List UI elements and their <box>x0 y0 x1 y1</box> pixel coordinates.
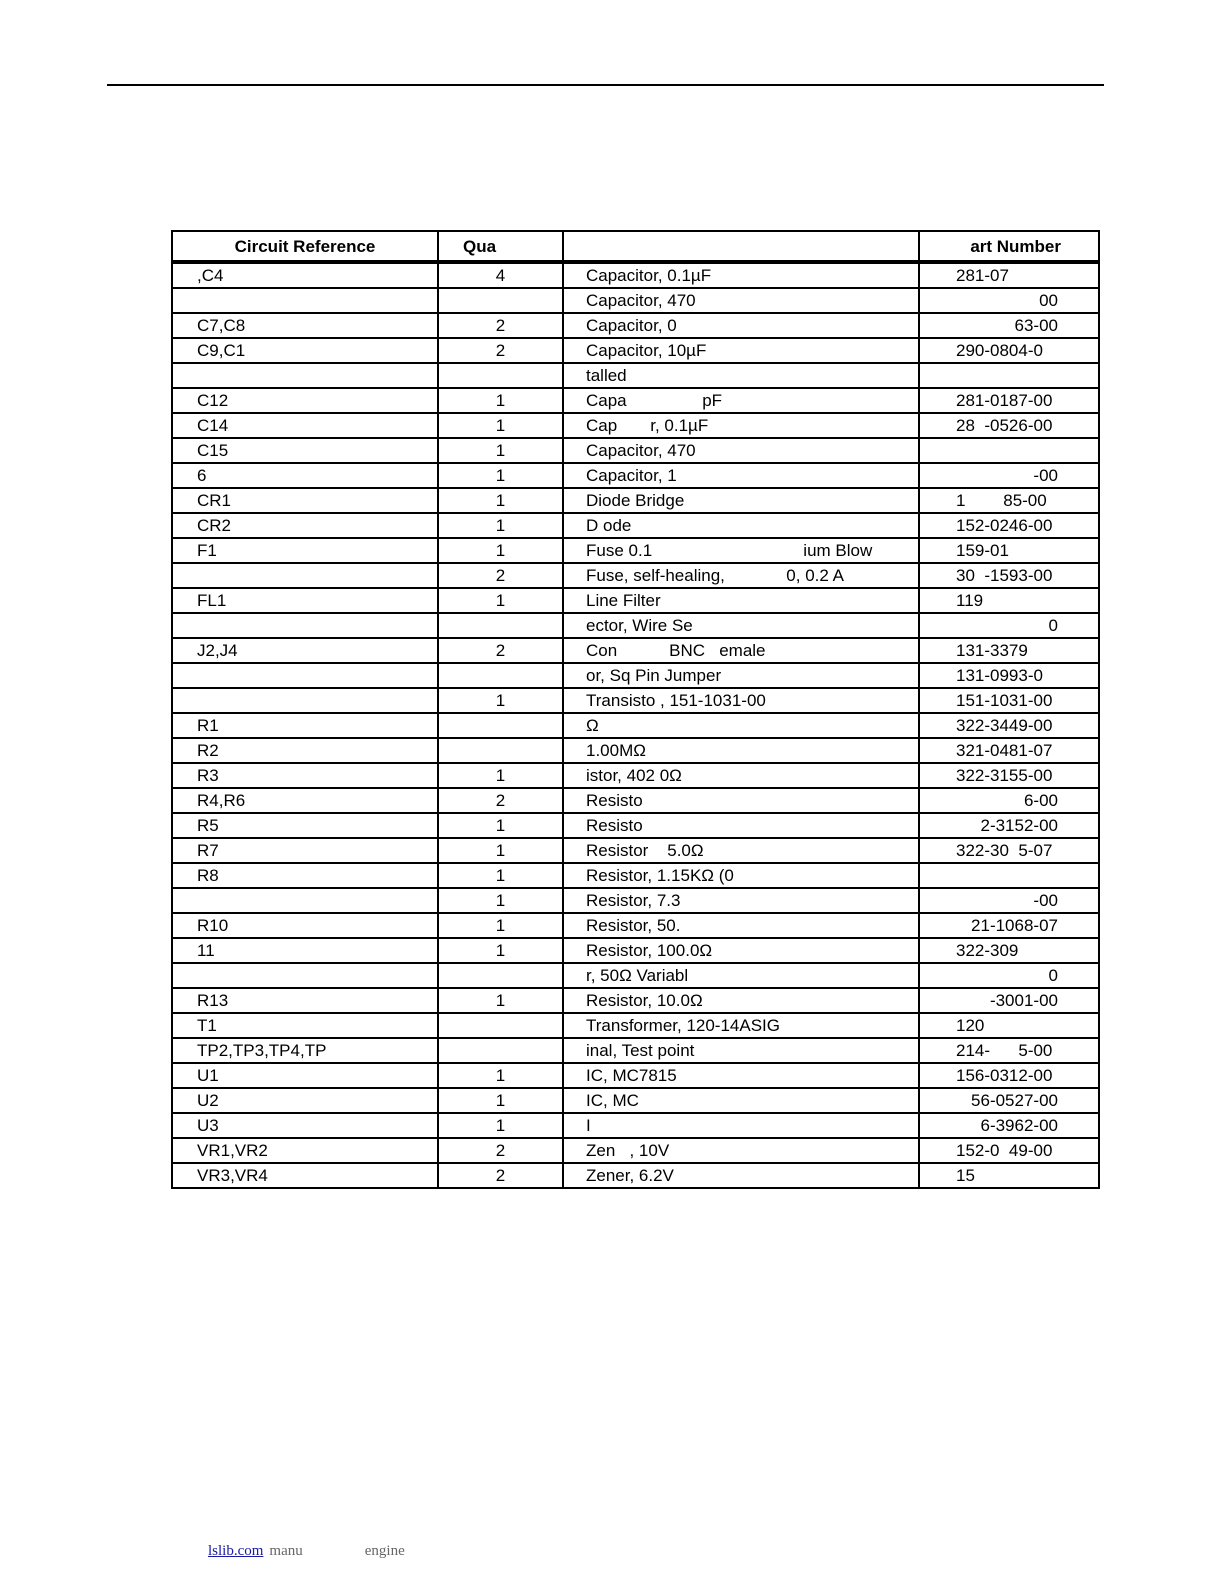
table-row <box>172 463 1099 488</box>
table-row <box>172 763 1099 788</box>
cell-circuit-reference: C9,C1 <box>172 338 438 363</box>
table-header-row <box>172 231 1099 262</box>
cell-quantity: 2 <box>438 338 563 363</box>
cell-part-number <box>919 863 1099 888</box>
cell-circuit-reference <box>172 363 438 388</box>
cell-description: Capacitor, 470 <box>563 288 919 313</box>
header-quantity: Qua <box>438 231 563 262</box>
cell-part-number: 0 <box>919 963 1099 988</box>
table-row <box>172 1163 1099 1188</box>
cell-quantity: 1 <box>438 438 563 463</box>
footer-link[interactable]: lslib.com <box>208 1543 264 1559</box>
cell-part-number: 156-0312-00 <box>919 1063 1099 1088</box>
header-description <box>563 231 919 262</box>
table-row <box>172 313 1099 338</box>
table-row <box>172 713 1099 738</box>
cell-description: Resistor, 1.15KΩ (0 <box>563 863 919 888</box>
table-row <box>172 262 1099 288</box>
cell-description: Resisto <box>563 788 919 813</box>
cell-quantity: 1 <box>438 688 563 713</box>
cell-quantity: 1 <box>438 1063 563 1088</box>
table-row <box>172 913 1099 938</box>
table-row <box>172 538 1099 563</box>
cell-part-number: 152-0 49-00 <box>919 1138 1099 1163</box>
cell-part-number: 131-3379 <box>919 638 1099 663</box>
cell-description: inal, Test point <box>563 1038 919 1063</box>
table-row <box>172 888 1099 913</box>
cell-part-number: 321-0481-07 <box>919 738 1099 763</box>
cell-quantity <box>438 663 563 688</box>
cell-circuit-reference: R5 <box>172 813 438 838</box>
cell-description: D ode <box>563 513 919 538</box>
cell-circuit-reference: CR2 <box>172 513 438 538</box>
cell-part-number: -3001-00 <box>919 988 1099 1013</box>
cell-circuit-reference: R10 <box>172 913 438 938</box>
cell-circuit-reference: C14 <box>172 413 438 438</box>
cell-description: Con BNC emale <box>563 638 919 663</box>
cell-description: Fuse, self-healing, 0, 0.2 A <box>563 563 919 588</box>
cell-quantity: 2 <box>438 313 563 338</box>
table-row <box>172 613 1099 638</box>
cell-circuit-reference: ,C4 <box>172 262 438 288</box>
cell-circuit-reference: R7 <box>172 838 438 863</box>
cell-circuit-reference: 6 <box>172 463 438 488</box>
cell-part-number: -00 <box>919 888 1099 913</box>
cell-circuit-reference <box>172 688 438 713</box>
table-row <box>172 1013 1099 1038</box>
cell-part-number: 1 85-00 <box>919 488 1099 513</box>
cell-circuit-reference: VR1,VR2 <box>172 1138 438 1163</box>
header-part-number: art Number <box>919 231 1099 262</box>
cell-part-number: 6-00 <box>919 788 1099 813</box>
cell-circuit-reference: C7,C8 <box>172 313 438 338</box>
cell-quantity: 1 <box>438 863 563 888</box>
table-row <box>172 1063 1099 1088</box>
cell-quantity: 4 <box>438 262 563 288</box>
table-row <box>172 288 1099 313</box>
table-row <box>172 488 1099 513</box>
cell-description: IC, MC <box>563 1088 919 1113</box>
cell-quantity: 1 <box>438 913 563 938</box>
table-row <box>172 638 1099 663</box>
cell-quantity: 1 <box>438 763 563 788</box>
cell-quantity: 1 <box>438 888 563 913</box>
table-row <box>172 1138 1099 1163</box>
table-row <box>172 513 1099 538</box>
cell-description: istor, 402 0Ω <box>563 763 919 788</box>
cell-description: Zener, 6.2V <box>563 1163 919 1188</box>
table-row <box>172 988 1099 1013</box>
cell-circuit-reference <box>172 613 438 638</box>
cell-part-number: 119 <box>919 588 1099 613</box>
cell-part-number: 322-3155-00 <box>919 763 1099 788</box>
cell-part-number: 322-3449-00 <box>919 713 1099 738</box>
cell-quantity <box>438 738 563 763</box>
table-row <box>172 938 1099 963</box>
cell-part-number: 159-01 <box>919 538 1099 563</box>
cell-part-number: 322-30 5-07 <box>919 838 1099 863</box>
cell-part-number: 6-3962-00 <box>919 1113 1099 1138</box>
cell-part-number: 131-0993-0 <box>919 663 1099 688</box>
cell-description: Line Filter <box>563 588 919 613</box>
cell-description: Capacitor, 0.1µF <box>563 262 919 288</box>
cell-circuit-reference: U2 <box>172 1088 438 1113</box>
cell-description: Ω <box>563 713 919 738</box>
cell-description: Cap r, 0.1µF <box>563 413 919 438</box>
cell-part-number: 15 <box>919 1163 1099 1188</box>
cell-quantity: 2 <box>438 788 563 813</box>
cell-quantity: 1 <box>438 488 563 513</box>
cell-part-number: 30 -1593-00 <box>919 563 1099 588</box>
cell-description: Capacitor, 0 <box>563 313 919 338</box>
table-row <box>172 1088 1099 1113</box>
cell-description: Transformer, 120-14ASIG <box>563 1013 919 1038</box>
cell-circuit-reference <box>172 963 438 988</box>
table-row <box>172 363 1099 388</box>
cell-circuit-reference: R4,R6 <box>172 788 438 813</box>
cell-part-number: 0 <box>919 613 1099 638</box>
cell-part-number: 00 <box>919 288 1099 313</box>
table-body <box>172 262 1099 1188</box>
cell-description: talled <box>563 363 919 388</box>
cell-part-number: 28 -0526-00 <box>919 413 1099 438</box>
cell-part-number: 120 <box>919 1013 1099 1038</box>
top-rule <box>107 84 1104 86</box>
cell-quantity: 1 <box>438 388 563 413</box>
cell-part-number: -00 <box>919 463 1099 488</box>
table-row <box>172 813 1099 838</box>
cell-part-number: 322-309 <box>919 938 1099 963</box>
cell-quantity: 2 <box>438 1163 563 1188</box>
cell-description: or, Sq Pin Jumper <box>563 663 919 688</box>
cell-circuit-reference: U1 <box>172 1063 438 1088</box>
cell-circuit-reference: J2,J4 <box>172 638 438 663</box>
cell-part-number: 281-07 <box>919 262 1099 288</box>
cell-circuit-reference: F1 <box>172 538 438 563</box>
cell-quantity: 1 <box>438 938 563 963</box>
cell-quantity: 1 <box>438 463 563 488</box>
cell-quantity: 1 <box>438 988 563 1013</box>
footer-word-1: manu <box>269 1543 303 1559</box>
cell-part-number: 290-0804-0 <box>919 338 1099 363</box>
table-row <box>172 1113 1099 1138</box>
table-row <box>172 688 1099 713</box>
header-circuit-reference: Circuit Reference <box>172 231 438 262</box>
cell-quantity: 2 <box>438 638 563 663</box>
table-row <box>172 588 1099 613</box>
cell-quantity <box>438 363 563 388</box>
cell-circuit-reference: VR3,VR4 <box>172 1163 438 1188</box>
cell-description: Diode Bridge <box>563 488 919 513</box>
cell-description: Fuse 0.1 ium Blow <box>563 538 919 563</box>
cell-circuit-reference: R3 <box>172 763 438 788</box>
cell-circuit-reference: FL1 <box>172 588 438 613</box>
table-row <box>172 838 1099 863</box>
cell-description: Capa pF <box>563 388 919 413</box>
cell-part-number: 63-00 <box>919 313 1099 338</box>
cell-description: Transisto , 151-1031-00 <box>563 688 919 713</box>
table-row <box>172 738 1099 763</box>
cell-circuit-reference: R1 <box>172 713 438 738</box>
cell-quantity <box>438 288 563 313</box>
cell-quantity: 1 <box>438 538 563 563</box>
table-row <box>172 413 1099 438</box>
cell-part-number <box>919 363 1099 388</box>
cell-circuit-reference: T1 <box>172 1013 438 1038</box>
cell-circuit-reference: CR1 <box>172 488 438 513</box>
cell-quantity <box>438 713 563 738</box>
table-row <box>172 863 1099 888</box>
cell-quantity <box>438 1038 563 1063</box>
cell-part-number: 214- 5-00 <box>919 1038 1099 1063</box>
cell-quantity: 1 <box>438 588 563 613</box>
cell-description: Capacitor, 1 <box>563 463 919 488</box>
cell-quantity: 1 <box>438 838 563 863</box>
cell-part-number: 56-0527-00 <box>919 1088 1099 1113</box>
cell-part-number: 152-0246-00 <box>919 513 1099 538</box>
table-row <box>172 338 1099 363</box>
cell-quantity: 1 <box>438 413 563 438</box>
cell-description: ector, Wire Se <box>563 613 919 638</box>
table-row <box>172 963 1099 988</box>
cell-circuit-reference: R2 <box>172 738 438 763</box>
cell-description: I <box>563 1113 919 1138</box>
cell-description: Capacitor, 10µF <box>563 338 919 363</box>
cell-quantity <box>438 1013 563 1038</box>
footer <box>126 1543 405 1560</box>
table-row <box>172 663 1099 688</box>
cell-quantity: 1 <box>438 1088 563 1113</box>
cell-description: Zen , 10V <box>563 1138 919 1163</box>
table-row <box>172 563 1099 588</box>
cell-description: 1.00MΩ <box>563 738 919 763</box>
cell-description: Resistor, 100.0Ω <box>563 938 919 963</box>
cell-description: r, 50Ω Variabl <box>563 963 919 988</box>
footer-word-2: engine <box>364 1543 405 1559</box>
cell-quantity <box>438 613 563 638</box>
cell-circuit-reference <box>172 288 438 313</box>
cell-part-number: 281-0187-00 <box>919 388 1099 413</box>
cell-circuit-reference: C12 <box>172 388 438 413</box>
cell-quantity: 2 <box>438 563 563 588</box>
cell-quantity: 1 <box>438 513 563 538</box>
cell-circuit-reference: TP2,TP3,TP4,TP <box>172 1038 438 1063</box>
cell-circuit-reference: R13 <box>172 988 438 1013</box>
cell-quantity: 1 <box>438 1113 563 1138</box>
cell-description: Capacitor, 470 <box>563 438 919 463</box>
cell-circuit-reference <box>172 888 438 913</box>
cell-description: Resistor 5.0Ω <box>563 838 919 863</box>
cell-circuit-reference <box>172 563 438 588</box>
parts-list-table <box>171 230 1100 1189</box>
cell-part-number: 151-1031-00 <box>919 688 1099 713</box>
cell-quantity: 2 <box>438 1138 563 1163</box>
cell-quantity: 1 <box>438 813 563 838</box>
cell-description: Resistor, 50. <box>563 913 919 938</box>
cell-description: Resistor, 7.3 <box>563 888 919 913</box>
cell-part-number <box>919 438 1099 463</box>
cell-circuit-reference: U3 <box>172 1113 438 1138</box>
cell-circuit-reference: 11 <box>172 938 438 963</box>
table-row <box>172 1038 1099 1063</box>
table-row <box>172 388 1099 413</box>
cell-description: Resistor, 10.0Ω <box>563 988 919 1013</box>
cell-circuit-reference: R8 <box>172 863 438 888</box>
cell-description: IC, MC7815 <box>563 1063 919 1088</box>
cell-description: Resisto <box>563 813 919 838</box>
cell-part-number: 2-3152-00 <box>919 813 1099 838</box>
cell-part-number: 21-1068-07 <box>919 913 1099 938</box>
table-row <box>172 788 1099 813</box>
cell-quantity <box>438 963 563 988</box>
cell-circuit-reference: C15 <box>172 438 438 463</box>
cell-circuit-reference <box>172 663 438 688</box>
table-row <box>172 438 1099 463</box>
